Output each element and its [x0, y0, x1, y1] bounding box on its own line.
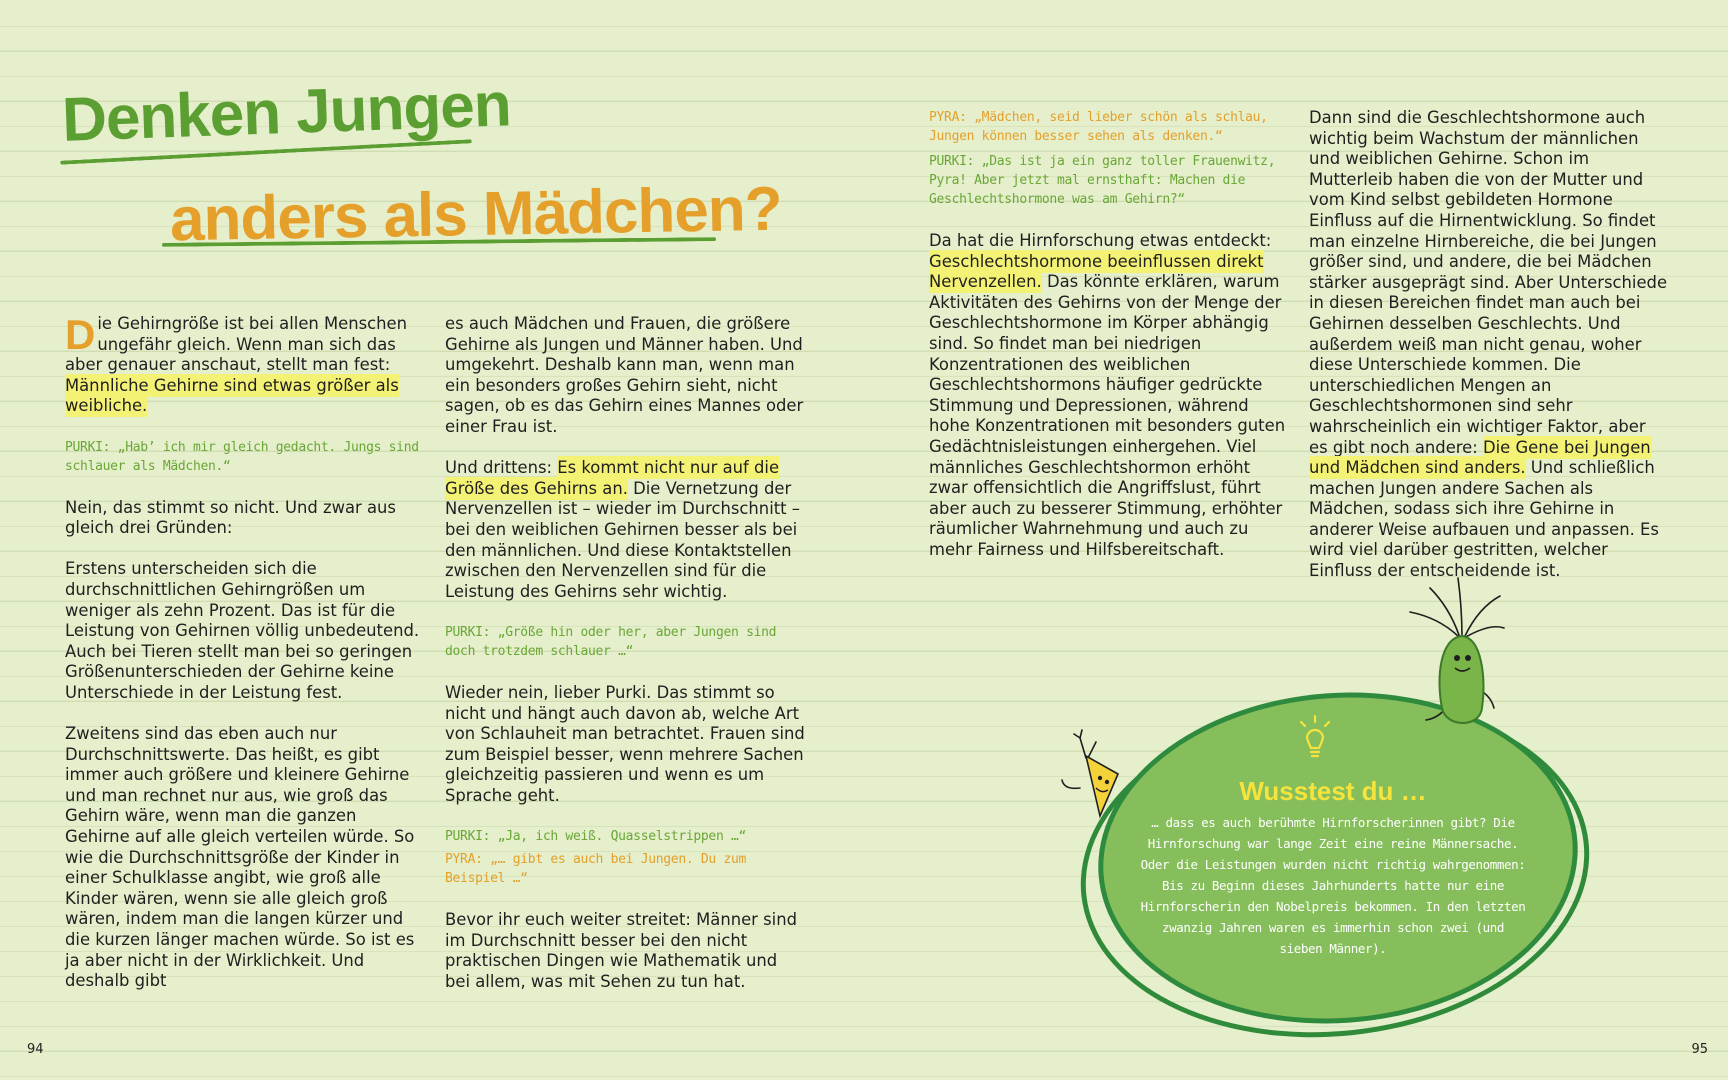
- paragraph: [445, 458, 805, 602]
- text-span: Die Vernetzung der Nervenzellen ist – wieder im Durchschnitt – bei den weiblichen Gehirnen besser als bei den männlichen. Und diese Kontaktstellen zwischen den Nervenzellen sind für die Leistung des Gehirns sehr wichtig.: [445, 478, 801, 601]
- highlight: Es kommt nicht nur auf die Größe des Gehirns an.: [445, 458, 780, 498]
- text-column-3: [929, 108, 1289, 581]
- title-line-2: anders als Mädchen?: [169, 174, 783, 255]
- text-span: Das könnte erklären, warum Aktivitäten des Gehirns von der Menge der Geschlechtshormone im Körper abhängig sind. So findet man bei niedrigen Konzentrationen des weiblichen Geschlechtshormons häufiger gedrückte Stimmung und Depressionen, während hohe Konzentrationen mit besonders guten Gedächtnisleistungen einhergehen. Viel männliches Geschlechtshormon erhöht zwar offensichtlich die Angriffslust, führt aber auch zu besserer Stimmung, erhöhter räumlicher Wahrnehmung und auch zu mehr Fairness und Hilfsbereitschaft.: [929, 272, 1286, 559]
- drop-cap: D: [65, 311, 96, 358]
- pyra-character-icon: [1040, 728, 1140, 828]
- paragraph: Wieder nein, lieber Purki. Das stimmt so nicht und hängt auch davon ab, welche Art von Schlauheit man betrachtet. Frauen sind zum Beispiel besser, wenn mehrere Sachen gleichzeitig passieren und wenn es um Sprache geht.: [445, 682, 805, 805]
- text-span: Dann sind die Geschlechtshormone auch wichtig beim Wachstum der männlichen und weiblichen Gehirne. Schon im Mutterleib haben die von der Mutter und vom Kind selbst gebildeten Hormone Einfluss auf die Hirnentwicklung. So findet man einzelne Hirnbereiche, die bei Jungen größer sind, und andere, die bei Mädchen stärker ausgeprägt sind. Aber Unterschiede in diesen Bereichen findet man auch bei Gehirnen desselben Geschlechts. Und außerdem weiß man nicht genau, woher diese Unterschiede kommen. Die unterschiedlichen Mengen an Geschlechtshormonen sind sehr wahrscheinlich ein wichtiger Faktor, aber es gibt noch andere:: [1309, 108, 1668, 457]
- lightbulb-icon: [1297, 714, 1333, 768]
- purki-comment: PURKI: „Das ist ja ein ganz toller Frauenwitz, Pyra! Aber jetzt mal ernsthaft: Machen die Geschlechtshormone was am Gehirn?“: [929, 154, 1276, 207]
- paragraph: es auch Mädchen und Frauen, die größere Gehirne als Jungen und Männer haben. Und umgekehrt. Deshalb kann man, wenn man ein besonders großes Gehirn sieht, nicht sagen, ob es das Gehirn eines Mannes oder einer Frau ist.: [445, 314, 804, 436]
- text-span: ie Gehirngröße ist bei allen Menschen ungefähr gleich. Wenn man sich das aber genauer anschaut, stellt man fest:: [65, 314, 408, 375]
- text-span: Und schließlich machen Jungen andere Sachen als Mädchen, sodass sich ihre Gehirne in anderer Weise aufbauen und anpassen. Es wird viel darüber gestritten, welcher Einfluss der entscheidende ist.: [1309, 458, 1659, 581]
- paragraph: [929, 231, 1289, 561]
- purki-comment: PURKI: „Ja, ich weiß. Quasselstrippen …“: [445, 829, 747, 845]
- pyra-comment: PYRA: „… gibt es auch bei Jungen. Du zum Beispiel …“: [445, 852, 747, 887]
- purki-comment: PURKI: „Größe hin oder her, aber Jungen sind doch trotzdem schlauer …“: [445, 624, 777, 659]
- pyra-comment: PYRA: „Mädchen, seid lieber schön als schlau, Jungen können besser sehen als denken.“: [929, 110, 1268, 144]
- highlight: Geschlechtshormone beeinflussen direkt Nervenzellen.: [929, 251, 1264, 292]
- purki-comment: PURKI: „Hab’ ich mir gleich gedacht. Jungs sind schlauer als Mädchen.“: [65, 439, 419, 474]
- text-column-4: [1309, 108, 1669, 602]
- paragraph: Zweitens sind das eben auch nur Durchschnittswerte. Das heißt, es gibt immer auch größere und kleinere Gehirne und man rechnet nur aus, wie groß das Gehirn wäre, wenn man die ganzen Gehirne auf alle gleich verteilen würde. So wie die Durchschnittsgröße der Kinder in einer Schulklasse angibt, wie groß alle Kinder wären, wenn sie alle gleich groß wären, indem man die langen kürzer und die kurzen länger machen würde. So ist es ja aber nicht in der Wirklichkeit. Und deshalb gibt: [65, 724, 415, 991]
- title-line-1: Denken Jungen: [60, 70, 512, 155]
- page-number-left: 94: [27, 1042, 44, 1057]
- infobox-text: … dass es auch berühmte Hirnforscherinnen gibt? Die Hirnforschung war lange Zeit eine reine Männersache. Oder die Leistungen wurden nicht richtig wahrgenommen: Bis zu Beginn dieses Jahrhunderts hatte nur eine Hirnforscherin den Nobelpreis bekommen. In den letzten zwanzig Jahren waren es immerhin schon zwei (und sieben Männer).: [1140, 815, 1526, 956]
- paragraph: Bevor ihr euch weiter streitet: Männer sind im Durchschnitt besser bei den nicht praktischen Dingen wie Mathematik und bei allem, was mit Sehen zu tun hat.: [445, 910, 798, 991]
- page-number-right: 95: [1691, 1042, 1708, 1057]
- paragraph: [65, 311, 425, 417]
- text-span: Und drittens:: [445, 458, 558, 478]
- paragraph: [1309, 108, 1669, 582]
- text-column-1: [65, 311, 425, 1012]
- text-column-2: [445, 314, 805, 1013]
- infobox-title: Wusstest du …: [1239, 776, 1427, 806]
- text-span: Da hat die Hirnforschung etwas entdeckt:: [929, 231, 1272, 250]
- highlight: Männliche Gehirne sind etwas größer als weibliche.: [65, 375, 399, 416]
- highlight: Die Gene bei Jungen und Mädchen sind anders.: [1309, 437, 1651, 478]
- paragraph: Erstens unterscheiden sich die durchschnittlichen Gehirngrößen um weniger als zehn Prozent. Das ist für die Leistung von Gehirnen völlig unbedeutend. Auch bei Tieren stellt man bei so geringen Größenunterschieden der Gehirne keine Unterschiede in der Leistung fest.: [65, 559, 420, 702]
- purki-character-icon: [1400, 568, 1510, 738]
- paragraph: Nein, das stimmt so nicht. Und zwar aus gleich drei Gründen:: [65, 497, 396, 538]
